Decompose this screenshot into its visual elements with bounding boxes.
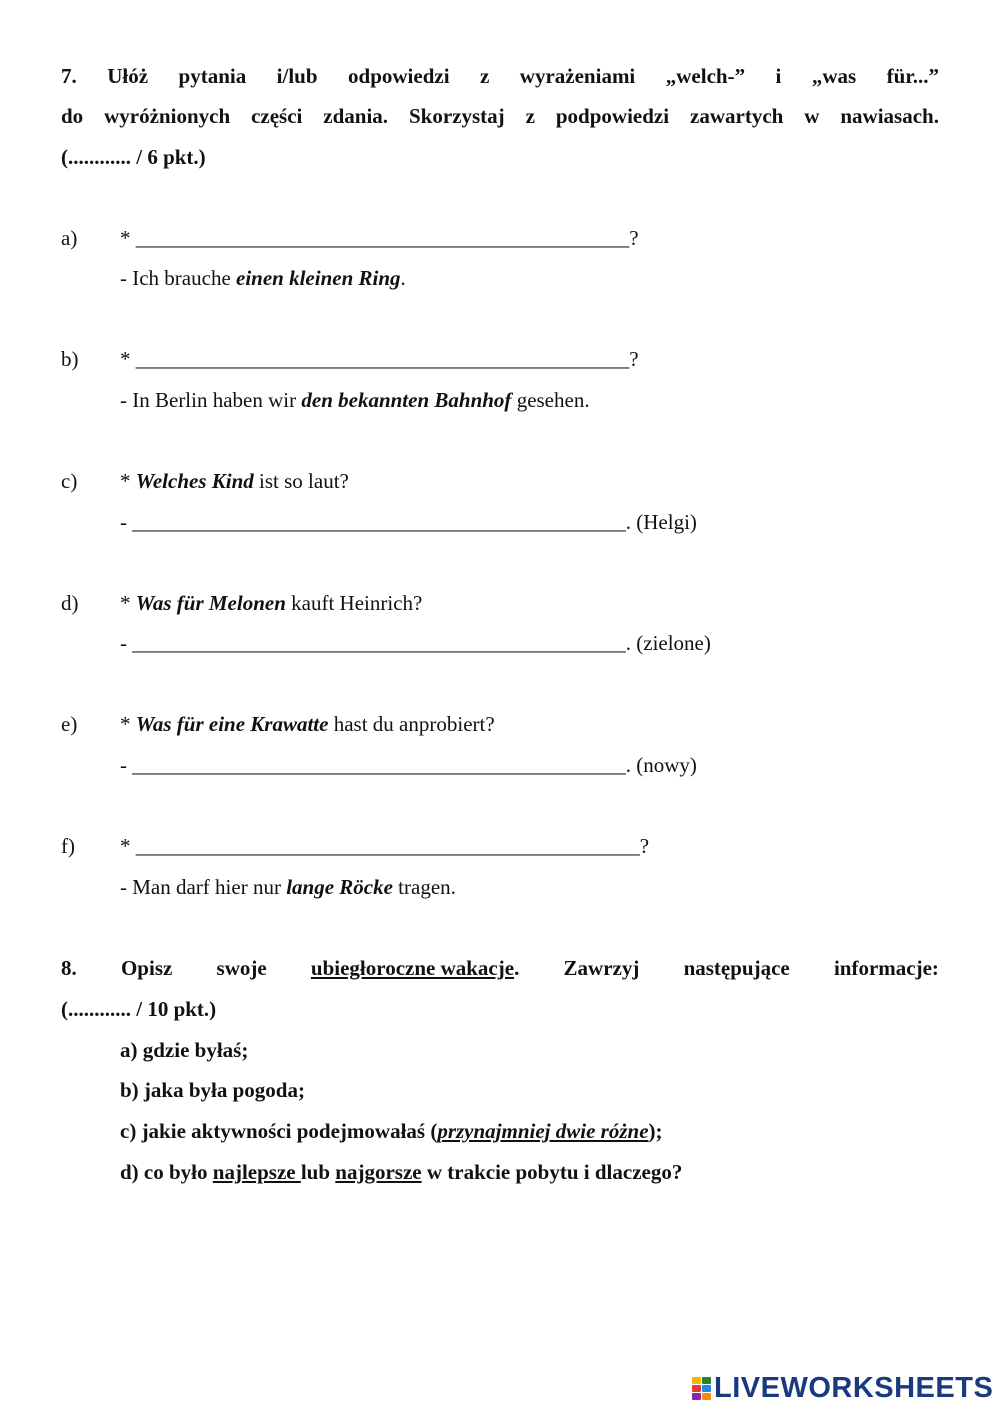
item-c-question: * Welches Kind ist so laut?: [120, 469, 349, 493]
logo-text: LIVEWORKSHEETS: [714, 1372, 994, 1404]
logo-square-6: [702, 1393, 711, 1400]
task7-heading-line1: 7. Ułóż pytania i/lub odpowiedzi z wyrażeniami „welch-” i „was für...”: [61, 64, 939, 88]
item-a-label: a): [61, 226, 78, 250]
logo-square-2: [702, 1377, 711, 1384]
item-b-question[interactable]: * _______________________________________________?: [120, 347, 639, 371]
item-b-answer: - In Berlin haben wir den bekannten Bahnhof gesehen.: [120, 388, 590, 412]
item-a-question-blank[interactable]: _______________________________________________: [135, 226, 630, 250]
task8-point-d: d) co było najlepsze lub najgorsze w trakcie pobytu i dlaczego?: [120, 1160, 683, 1184]
task8-point-b: b) jaka była pogoda;: [120, 1078, 305, 1102]
logo-square-4: [702, 1385, 711, 1392]
item-f-answer: - Man darf hier nur lange Röcke tragen.: [120, 875, 456, 899]
item-f-label: f): [61, 834, 75, 858]
task7-points: (............ / 6 pkt.): [61, 145, 206, 169]
item-c-answer-blank[interactable]: _______________________________________________: [132, 510, 626, 534]
item-d-question: * Was für Melonen kauft Heinrich?: [120, 591, 423, 615]
item-e-label: e): [61, 712, 78, 736]
item-a-answer: - Ich brauche einen kleinen Ring.: [120, 266, 406, 290]
item-d-answer[interactable]: - _______________________________________________. (zielone): [120, 631, 711, 655]
item-f-question[interactable]: * ________________________________________________?: [120, 834, 650, 858]
item-e-answer[interactable]: - _______________________________________________. (nowy): [120, 753, 697, 777]
logo-square-3: [692, 1385, 701, 1392]
liveworksheets-logo: [692, 1373, 993, 1403]
item-d-answer-blank[interactable]: _______________________________________________: [132, 631, 626, 655]
item-a-question[interactable]: * _______________________________________________?: [120, 226, 639, 250]
item-e-answer-blank[interactable]: _______________________________________________: [132, 753, 626, 777]
task8-point-c: c) jakie aktywności podejmowałaś (przynajmniej dwie różne);: [120, 1119, 663, 1143]
logo-square-1: [692, 1377, 701, 1384]
item-b-question-blank[interactable]: _______________________________________________: [135, 347, 630, 371]
task8-point-a: a) gdzie byłaś;: [120, 1038, 249, 1062]
item-e-question: * Was für eine Krawatte hast du anprobiert?: [120, 712, 495, 736]
item-b-label: b): [61, 347, 79, 371]
task8-points: (............ / 10 pkt.): [61, 997, 217, 1021]
logo-square-5: [692, 1393, 701, 1400]
item-c-answer[interactable]: - _______________________________________________. (Helgi): [120, 510, 697, 534]
logo-icon: [692, 1377, 711, 1400]
item-c-label: c): [61, 469, 78, 493]
task8-heading-line1: 8. Opisz swoje ubiegłoroczne wakacje. Zawrzyj następujące informacje:: [61, 956, 939, 980]
task7-heading-line2: do wyróżnionych części zdania. Skorzystaj z podpowiedzi zawartych w nawiasach.: [61, 104, 939, 128]
item-d-label: d): [61, 591, 79, 615]
item-f-question-blank[interactable]: ________________________________________________: [135, 834, 640, 858]
